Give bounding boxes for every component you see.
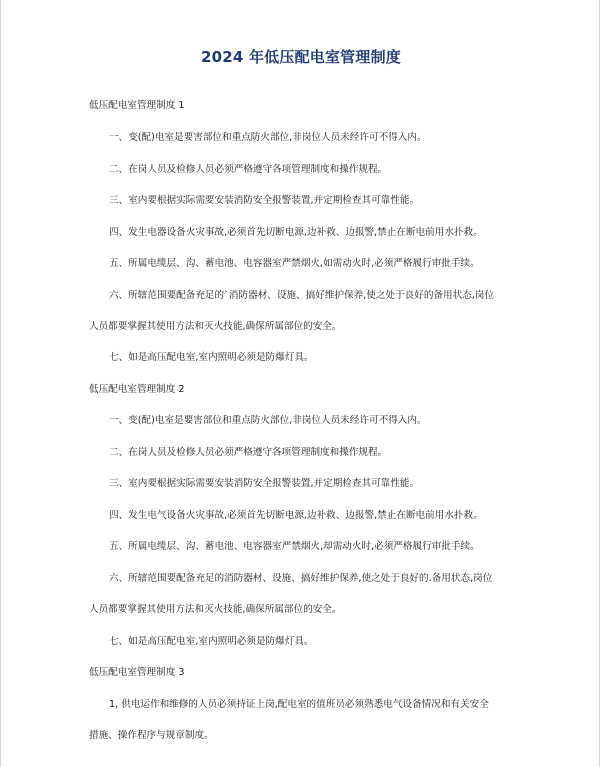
section-1-line-7: 人员都要掌握其使用方法和灭火技能,确保所属部位的安全。 bbox=[89, 321, 342, 332]
section-heading-1: 低压配电室管理制度 1 bbox=[89, 100, 185, 111]
section-2-line-2: 二、在岗人员及检修人员必须严格遵守各项管理制度和操作规程。 bbox=[109, 447, 388, 458]
section-2-line-8: 七、如是高压配电室,室内照明必须是防爆灯具。 bbox=[109, 636, 314, 647]
section-2-line-6: 六、所辖范围要配备充足的消防器材、设施、搞好维护保养,使之处于良好的.备用状态,岗位 bbox=[109, 573, 493, 584]
section-1-line-3: 三、室内要根据实际需要安装消防安全报警装置,并定期检查其可靠性能。 bbox=[109, 195, 420, 206]
section-2-line-5: 五、所属电缆层、沟、蓄电池、电容器室严禁烟火,却需动火时,必须严格履行审批手续。 bbox=[109, 541, 480, 552]
section-2-line-7: 人员都要掌握其使用方法和灭火技能,确保所属部位的安全。 bbox=[89, 604, 342, 615]
section-1-line-8: 七、如是高压配电室,室内照明必须是防爆灯具。 bbox=[109, 352, 314, 363]
section-3-line-1: 1, 供电运作和维修的人员必须持证上岗,配电室的值班员必须熟悉电气设备情况和有关安全 bbox=[109, 699, 489, 710]
section-2-line-3: 三、室内要根据实际需要安装消防安全报警装置,并定期检查其可靠性能。 bbox=[109, 478, 420, 489]
section-1-line-4: 四、发生电器设备火灾事故,必须首先切断电源,边补救、边报警,禁止在断电前用水扑救。 bbox=[109, 227, 483, 238]
document-title: 2024 年低压配电室管理制度 bbox=[201, 48, 401, 66]
section-2-line-4: 四、发生电气设备火灾事故,必须首先切断电源,边补救、边报警,禁止在断电前用水扑救。 bbox=[109, 510, 483, 521]
section-1-line-6: 六、所辖范围要配备充足的`消防器材、设施、搞好维护保养,使之处于良好的备用状态,岗位 bbox=[109, 290, 495, 301]
section-1-line-1: 一、变(配)电室是要害部位和重点防火部位,非岗位人员未经许可不得入内。 bbox=[109, 132, 427, 143]
section-2-line-1: 一、变(配)电室是要害部位和重点防火部位,非岗位人员未经许可不得入内。 bbox=[109, 415, 427, 426]
section-3-line-2: 措施、操作程序与规章制度。 bbox=[89, 730, 214, 741]
section-heading-3: 低压配电室管理制度 3 bbox=[89, 667, 185, 678]
section-1-line-5: 五、所属电缆层、沟、蓄电池、电容器室严禁烟火,如需动火时,必须严格履行审批手续。 bbox=[109, 258, 480, 269]
section-heading-2: 低压配电室管理制度 2 bbox=[89, 384, 185, 395]
section-1-line-2: 二、在岗人员及检修人员必须严格遵守各项管理制度和操作规程。 bbox=[109, 164, 388, 175]
